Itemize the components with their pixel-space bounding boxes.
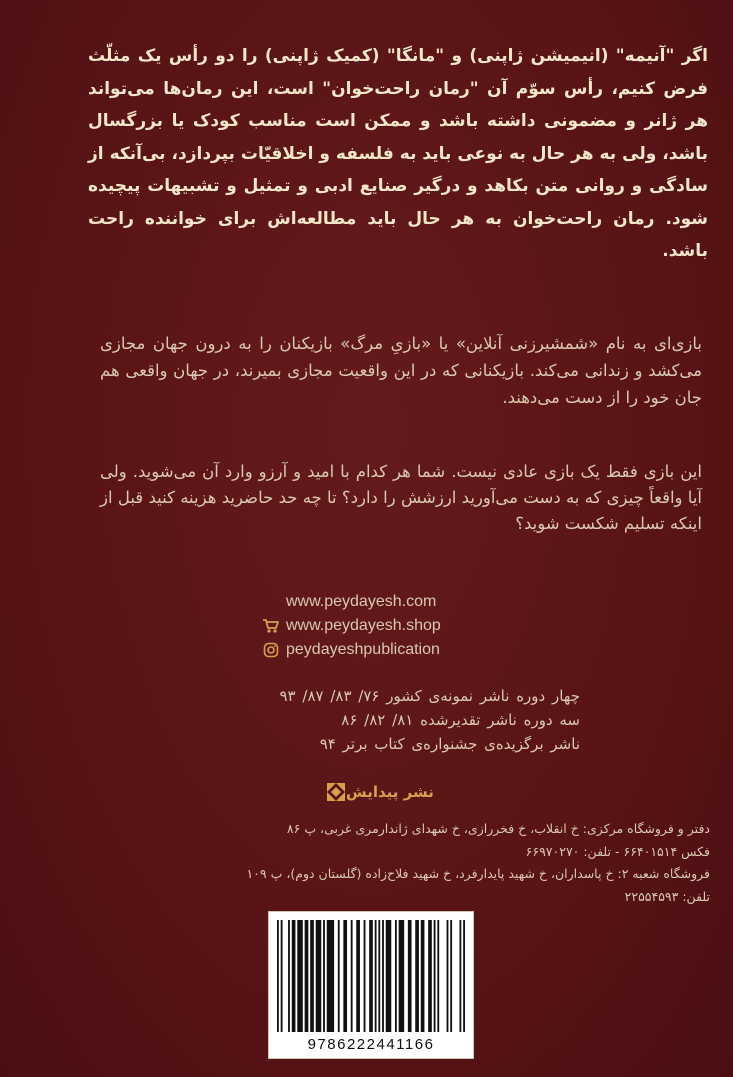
barcode-bar	[277, 920, 279, 1032]
barcode-bar	[327, 920, 334, 1032]
barcode-bar	[292, 920, 296, 1032]
isbn-barcode	[268, 911, 474, 1059]
barcode-bar	[310, 920, 314, 1032]
synopsis-paragraph-3: این بازی فقط یک بازی عادی نیست. شما هر کدام با امید و آرزو وارد آن می‌شوید. ولی آیا واقعاً چیزی که به دست می‌آورید ارزشش را دارد؟ تا چه حد حاضرید هزینه کنید قبل از اینکه تسلیم شکست شوید؟	[100, 462, 702, 533]
barcode-bar	[356, 920, 360, 1032]
barcode-bar	[415, 920, 419, 1032]
barcode-bar	[316, 920, 322, 1032]
barcode-bar	[450, 920, 452, 1032]
synopsis-paragraph-1: اگر "آنیمه" (انیمیشن ژاپنی) و "مانگا" (کمیک ژاپنی) را دو رأس یک مثلّث فرض کنیم، رأس سوّم آن "رمان راحت‌خوان" است، این رمان‌ها می‌تواند هر ژانر و مضمونی داشته باشد و ممکن است مناسب کودک یا بزرگسال باشد، ولی به هر حال به نوعی باید به فلسفه و اخلاقیّات بپردازد، بی‌آنکه از سادگی و روانی متن بکاهد و درگیر صنایع ادبی و تمثیل و تشبیهات پیچیده شود. رمان راحت‌خوان به هر حال باید مطالعه‌اش برای خواننده راحت باشد.	[88, 46, 708, 261]
publisher-awards	[180, 684, 580, 756]
shop-link[interactable]: www.peydayesh.shop	[286, 617, 441, 634]
barcode-bar	[288, 920, 290, 1032]
barcode-bar	[463, 920, 465, 1032]
barcode-bar	[399, 920, 405, 1032]
barcode-bar	[351, 920, 353, 1032]
barcode-bar	[369, 920, 373, 1032]
barcode-bar	[459, 920, 461, 1032]
barcode-bars	[277, 920, 465, 1032]
barcode-bar	[428, 920, 432, 1032]
website-link[interactable]: www.peydayesh.com	[286, 593, 437, 610]
shop-row	[262, 614, 441, 638]
barcode-bar	[305, 920, 309, 1032]
address-line-3: فروشگاه شعبه ۲: خ پاسداران، خ شهید پایدارفرد، خ شهید فلاح‌زاده (گلستان دوم)، پ ۱۰۹	[246, 866, 710, 881]
synopsis-paragraph-2: بازی‌ای به نام «شمشیرزنی آنلاین» یا «بازیِ مرگ» بازیکنان را به درون جهان مجازی می‌کشد و زندانی می‌کند. بازیکنانی که در این واقعیت مجازی بمیرند، در جهان واقعی هم جان خود را از دست می‌دهند.	[100, 334, 702, 407]
barcode-bar	[434, 920, 436, 1032]
barcode-bar	[408, 920, 412, 1032]
award-line-1: چهار دوره ناشر نمونه‌ی کشور ۷۶/ ۸۳/ ۸۷/ ۹۳	[279, 687, 580, 705]
isbn-digits: 9786222441166	[307, 1036, 435, 1053]
award-line-3: ناشر برگزیده‌ی جشنواره‌ی کتاب برتر ۹۴	[319, 735, 580, 753]
barcode-bar	[375, 920, 377, 1032]
barcode-bar	[386, 920, 392, 1032]
instagram-handle[interactable]: peydayeshpublication	[286, 641, 440, 658]
website-row	[262, 590, 441, 614]
barcode-bar	[447, 920, 449, 1032]
barcode-bar	[395, 920, 397, 1032]
barcode-bar	[323, 920, 325, 1032]
barcode-bar	[338, 920, 340, 1032]
publisher-logo-icon	[326, 782, 346, 802]
publisher-name: نشر پیدایش	[346, 783, 434, 801]
barcode-bar	[378, 920, 380, 1032]
barcode-bar	[437, 920, 439, 1032]
shopping-cart-icon	[262, 617, 280, 635]
instagram-icon	[262, 641, 280, 659]
publisher-logo	[320, 782, 434, 802]
publisher-address	[120, 818, 710, 908]
address-line-2: فکس ۶۶۴۰۱۵۱۴ - تلفن: ۶۶۹۷۰۲۷۰	[525, 843, 710, 859]
address-line-4: تلفن: ۲۲۵۵۴۵۹۳	[624, 888, 710, 904]
barcode-bar	[297, 920, 303, 1032]
barcode-bar	[343, 920, 347, 1032]
award-line-2: سه دوره ناشر تقدیرشده ۸۱/ ۸۲/ ۸۶	[341, 711, 580, 729]
barcode-bar	[364, 920, 366, 1032]
barcode-bar	[421, 920, 425, 1032]
address-line-1: دفتر و فروشگاه مرکزی: خ انقلاب، خ فخررازی، خ شهدای ژاندارمری غربی، پ ۸۶	[286, 821, 710, 836]
barcode-bar	[382, 920, 384, 1032]
instagram-row	[262, 638, 441, 662]
barcode-bar	[281, 920, 283, 1032]
publisher-links	[262, 590, 441, 662]
